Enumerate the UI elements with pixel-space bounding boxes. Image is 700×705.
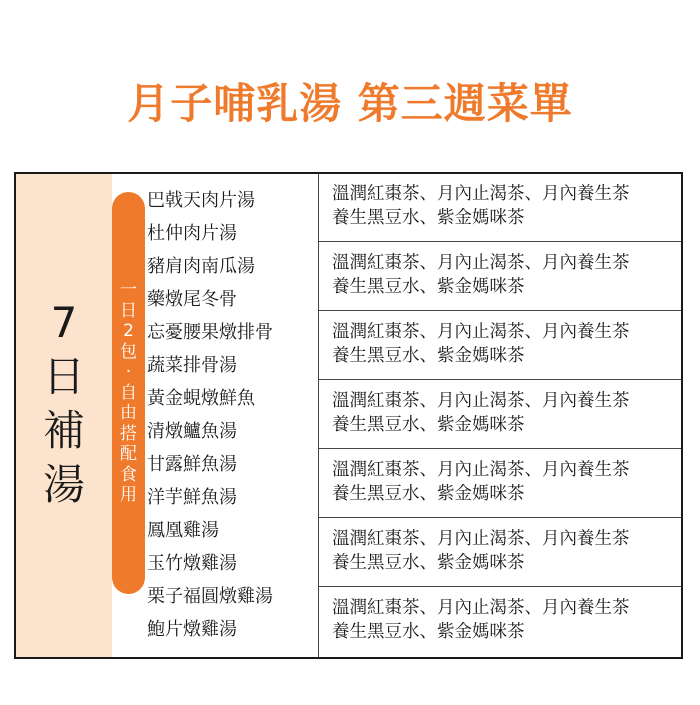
category-label: 7 日 補 湯 bbox=[42, 298, 85, 509]
tea-row bbox=[319, 243, 681, 311]
tea-row bbox=[319, 519, 681, 587]
tea-line: 溫潤紅棗茶、月內止渴茶、月內養生茶 bbox=[332, 184, 630, 204]
category-column bbox=[16, 174, 112, 657]
soup-item: 鳳凰雞湯 bbox=[147, 520, 219, 541]
tea-line: 溫潤紅棗茶、月內止渴茶、月內養生茶 bbox=[332, 460, 630, 480]
soup-item: 蔬菜排骨湯 bbox=[147, 355, 237, 376]
serving-note-pill bbox=[112, 192, 145, 594]
soup-item: 豬肩肉南瓜湯 bbox=[147, 256, 255, 277]
soup-item: 巴戟天肉片湯 bbox=[147, 190, 255, 211]
soup-column bbox=[112, 174, 319, 657]
tea-line: 養生黑豆水、紫金媽咪茶 bbox=[332, 346, 525, 366]
serving-note-text: 一 日 2 包 · 自 由 搭 配 食 用 bbox=[120, 280, 137, 505]
soup-item: 甘露鮮魚湯 bbox=[147, 454, 237, 475]
tea-row bbox=[319, 588, 681, 656]
soup-item: 玉竹燉雞湯 bbox=[147, 553, 237, 574]
soup-item: 洋芋鮮魚湯 bbox=[147, 487, 237, 508]
tea-row bbox=[319, 312, 681, 380]
menu-table bbox=[14, 172, 683, 659]
tea-line: 溫潤紅棗茶、月內止渴茶、月內養生茶 bbox=[332, 253, 630, 273]
tea-line: 養生黑豆水、紫金媽咪茶 bbox=[332, 484, 525, 504]
tea-row bbox=[319, 450, 681, 518]
page-title: 月子哺乳湯 第三週菜單 bbox=[127, 79, 573, 128]
tea-column bbox=[319, 174, 681, 657]
tea-line: 溫潤紅棗茶、月內止渴茶、月內養生茶 bbox=[332, 598, 630, 618]
soup-item: 黃金蜆燉鮮魚 bbox=[147, 388, 255, 409]
tea-row bbox=[319, 174, 681, 242]
tea-line: 養生黑豆水、紫金媽咪茶 bbox=[332, 622, 525, 642]
tea-line: 養生黑豆水、紫金媽咪茶 bbox=[332, 415, 525, 435]
soup-list bbox=[147, 184, 317, 646]
tea-line: 溫潤紅棗茶、月內止渴茶、月內養生茶 bbox=[332, 391, 630, 411]
tea-line: 溫潤紅棗茶、月內止渴茶、月內養生茶 bbox=[332, 529, 630, 549]
tea-line: 養生黑豆水、紫金媽咪茶 bbox=[332, 553, 525, 573]
tea-line: 溫潤紅棗茶、月內止渴茶、月內養生茶 bbox=[332, 322, 630, 342]
soup-item: 杜仲肉片湯 bbox=[147, 223, 237, 244]
soup-item: 忘憂腰果燉排骨 bbox=[147, 322, 273, 343]
tea-row bbox=[319, 381, 681, 449]
tea-line: 養生黑豆水、紫金媽咪茶 bbox=[332, 208, 525, 228]
soup-item: 清燉鱸魚湯 bbox=[147, 421, 237, 442]
soup-item: 鮑片燉雞湯 bbox=[147, 619, 237, 640]
tea-line: 養生黑豆水、紫金媽咪茶 bbox=[332, 277, 525, 297]
soup-item: 栗子福圓燉雞湯 bbox=[147, 586, 273, 607]
soup-item: 藥燉尾冬骨 bbox=[147, 289, 237, 310]
